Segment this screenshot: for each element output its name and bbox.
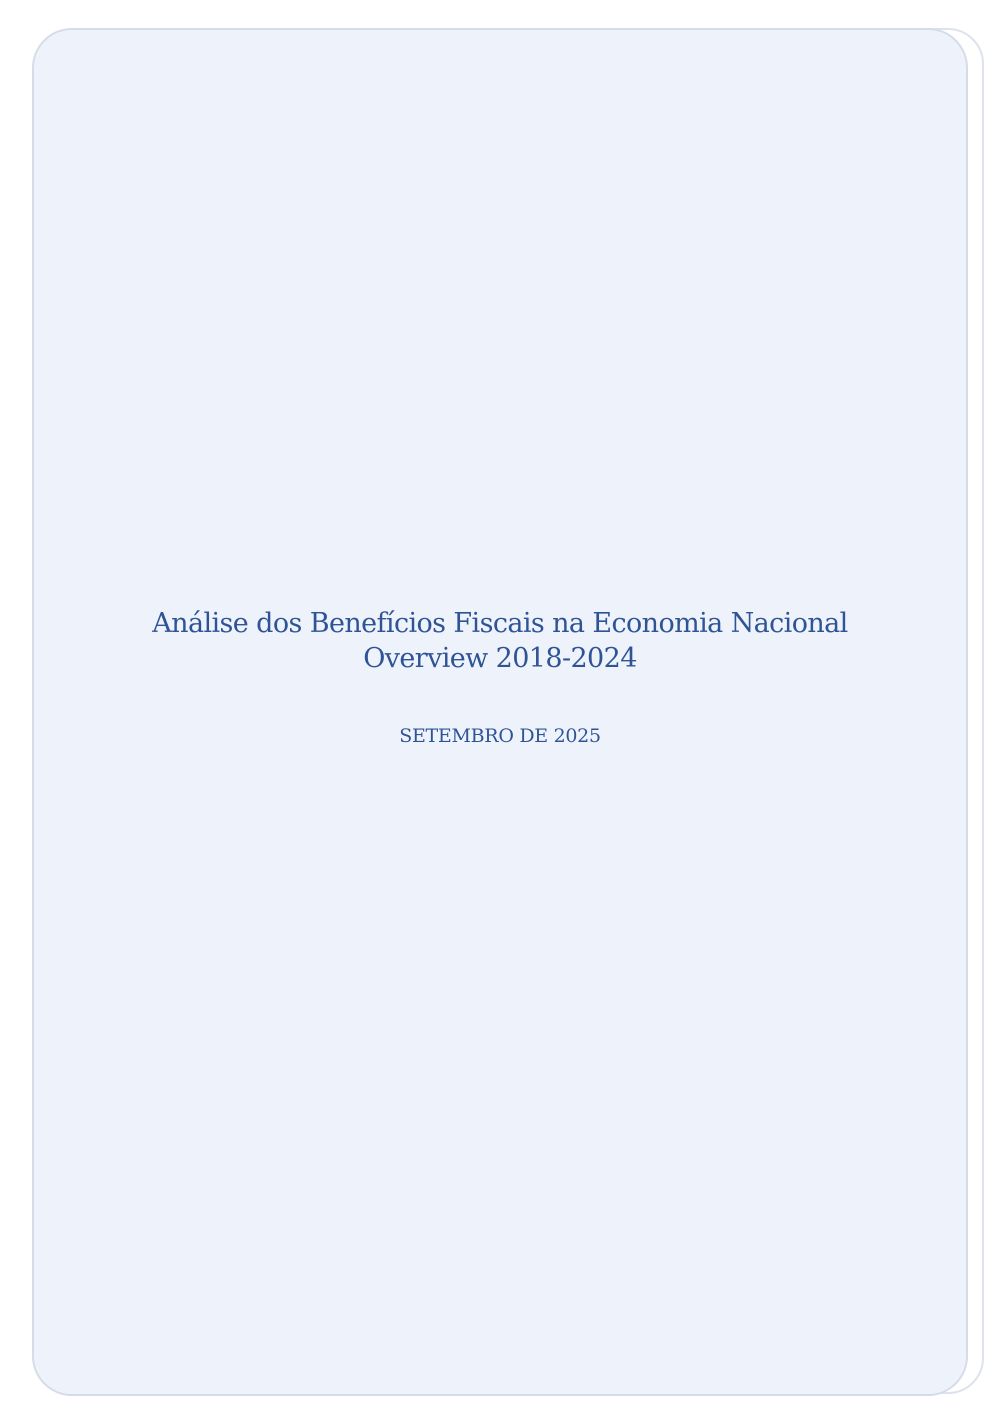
- document-subtitle: Overview 2018-2024: [363, 643, 637, 674]
- title-block: [34, 606, 966, 676]
- publication-date: SETEMBRO DE 2025: [399, 725, 601, 747]
- document-title: Análise dos Benefícios Fiscais na Economia Nacional: [152, 608, 848, 639]
- cover-page: [32, 28, 968, 1396]
